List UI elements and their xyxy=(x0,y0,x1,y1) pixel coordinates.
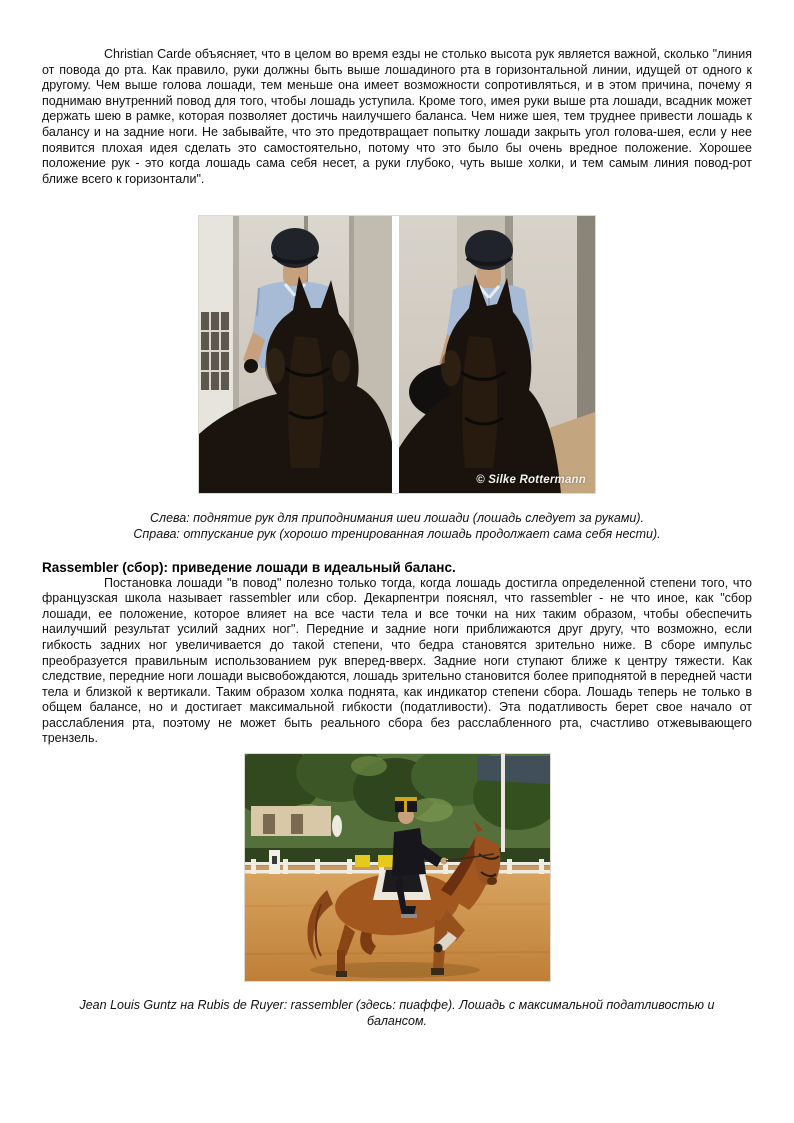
paragraph-carde-quote: Christian Carde объясняет, что в целом во время езды не столько высота рук является важной, сколько "линия от повода до рта. Как правило, руки должны быть выше лошадиного рта в горизонтальной линии, идущей от одного к другому. Чем выше голова лошади, тем меньше она имеет возможности сопротивляться, и в этом причина, почему я поднимаю внутренний повод для того, чтобы лошадь уступила. Кроме того, имея руки выше рта лошади, всадник может держать шею в рамке, которая позволяет достичь наилучшего баланса. Чем ниже шея, тем труднее привести лошадь к балансу и на задние ноги. Не забывайте, что это предотвращает попытку лошади закрыть угол голова-шея, если у нее появится плохая идея сделать это самостоятельно, потому что это было бы очень вредное положение. Хорошее положение рук - это когда лошадь сама себя несет, а руки глубоко, чуть выше холки, и тем самым линия повод-рот ближе всего к горизонтали". xyxy=(42,47,752,186)
photo-credit-watermark: © Silke Rottermann xyxy=(476,473,586,486)
paragraph-rassembler: Постановка лошади "в повод" полезно только тогда, когда лошадь достигла определенной степени того, что французская школа называет rassembler или сбор. Декарпентри пояснял, что rassembler - не что иное, как "сбор лошади, ее положение, которое влияет на все части тела и все точки на них таким образом, чтобы обеспечить наилучший результат усилий задних ног". Передние и задние ноги приближаются друг другу, что возможно, если гибкость задних ног увеличивается до такой степени, что бедра становятся зрительно ниже. В сборе импульс преобразуется правильным использованием рук вперед-вверх. Задние ноги ступают ближе к центру тяжести. Как следствие, передние ноги лошади высвобождаются, лошадь зрительно становится более приподнятой в передней части тела и близкой к вертикали. Таким образом холка поднята, как индикатор степени сбора. Лошадь теперь не только в общем балансе, но и достигает максимальной гибкости (податливости). Эта податливость берет свое начало от расслабления рта, поэтому не может быть реального сбора без расслабленного рта, счастливо отжевывающего трензель. xyxy=(42,575,752,746)
white-figure xyxy=(332,815,342,837)
photo-two-riders-dark-horse xyxy=(199,216,595,493)
yellow-block xyxy=(355,855,370,867)
lattice-gate xyxy=(201,312,229,390)
photo-chestnut-horse-piaffe xyxy=(245,754,550,981)
photo-border xyxy=(198,215,596,494)
caption-photo1-line2: Справа: отпускание рук (хорошо тренированная лошадь продолжает сама себя нести). xyxy=(133,526,661,541)
photo-gap xyxy=(392,216,399,493)
caption-photo1-line1: Слева: поднятие рук для приподнимания шеи лошади (лошадь следует за руками). xyxy=(150,511,644,526)
right-photo-releasing-hands xyxy=(399,216,595,493)
dark-roof-right xyxy=(477,756,550,784)
yellow-block xyxy=(378,855,393,867)
left-photo-raising-hands xyxy=(199,216,392,493)
caption-photo2: Jean Louis Guntz на Rubis de Ruyer: rassembler (здесь: пиаффе). Лошадь с максимальной податливостью и балансом. xyxy=(79,998,715,1028)
white-pole xyxy=(501,754,505,852)
section-heading-rassembler: Rassembler (сбор): приведение лошади в идеальный баланс. xyxy=(42,559,456,575)
figure-piaffe-photo xyxy=(42,753,752,986)
photo-border xyxy=(244,753,551,982)
horse-shadow xyxy=(310,962,480,978)
building-left xyxy=(251,806,331,836)
figure-hand-position-photos xyxy=(42,215,752,498)
stirrup xyxy=(401,914,417,918)
photo-frame xyxy=(198,215,596,494)
caption-photo1 xyxy=(42,511,752,542)
